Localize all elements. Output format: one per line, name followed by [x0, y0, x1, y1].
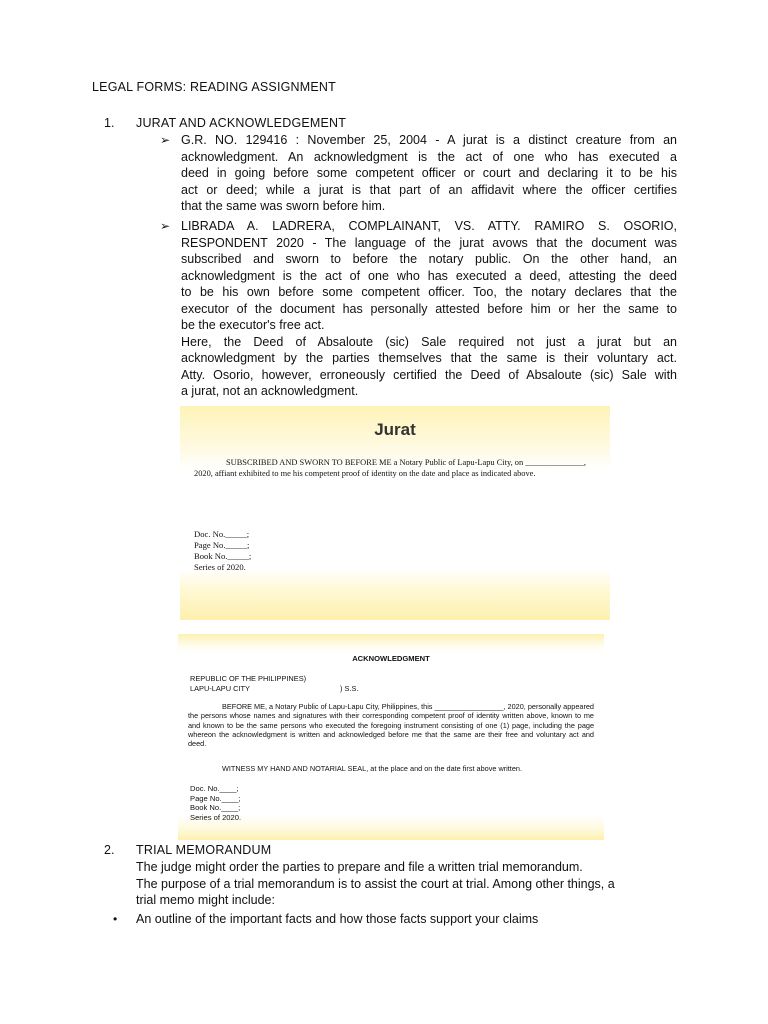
arrow-bullet-icon: ➢ [160, 219, 171, 233]
jurat-doc-block [194, 529, 251, 573]
text-line: The purpose of a trial memorandum is to assist the court at trial. Among other things, a [136, 876, 615, 891]
section-2-title: TRIAL MEMORANDUM [136, 843, 272, 857]
ack-body: BEFORE ME, a Notary Public of Lapu-Lapu City, Philippines, this _________________, 2020, personally appeared the persons whose names and signatures with their corresponding competent proof of identity written above, known to me and known to be the same persons who executed the foregoing instrument consisting of one (1) page, including the page whereon the acknowledgment is written and acknowledged before me that the same are their free and voluntary act and deed. [188, 702, 594, 749]
ack-venue [190, 674, 306, 694]
doc-line: Series of 2020. [190, 812, 242, 822]
ack-republic: REPUBLIC OF THE PHILIPPINES) [190, 674, 307, 683]
bullet-item-2 [181, 218, 677, 400]
ack-witness: WITNESS MY HAND AND NOTARIAL SEAL, at the place and on the date first above written. [222, 764, 522, 773]
trial-memo-bullet-1: An outline of the important facts and how those facts support your claims [136, 912, 539, 926]
ack-heading: ACKNOWLEDGMENT [352, 654, 430, 663]
text-line: Here, the Deed of Absaloute (sic) Sale required not just a jurat but an [181, 334, 677, 349]
doc-line: Series of 2020. [194, 562, 246, 572]
trial-memo-text [136, 859, 680, 909]
text-line: G.R. NO. 129416 : November 25, 2004 - A jurat is a distinct creature from an [181, 133, 677, 147]
doc-line: Doc. No.____; [190, 784, 239, 793]
text-line: that the same was sworn before him. [181, 199, 386, 213]
ack-doc-block [190, 784, 241, 822]
doc-line: Doc. No._____; [194, 529, 250, 539]
text-line: acknowledgment. An acknowledgment is the act of one who has executed a [181, 149, 677, 164]
doc-line: Book No._____; [194, 551, 252, 561]
jurat-form-image [180, 406, 610, 620]
text-line: Atty. Osorio, however, erroneously certified the Deed of Absaloute (sic) Sale with [181, 367, 677, 382]
text-line: act or deed; while a jurat is that part of an affidavit where the officer certifies [181, 182, 677, 197]
text-line: subscribed and sworn to before the notary public. On the other hand, an [181, 252, 677, 266]
dot-bullet-icon: • [113, 912, 118, 926]
text-line: RESPONDENT 2020 - The language of the jurat avows that the document was [181, 235, 677, 250]
jurat-body: SUBSCRIBED AND SWORN TO BEFORE ME a Notary Public of Lapu-Lapu City, on ______________, 2020, affiant exhibited to me his competent proof of identity on the date and place as indicated above. [194, 458, 586, 478]
page-title: LEGAL FORMS: READING ASSIGNMENT [92, 80, 336, 94]
jurat-heading: Jurat [374, 420, 416, 439]
arrow-bullet-icon: ➢ [160, 133, 171, 147]
bullet-item-1 [181, 132, 677, 215]
text-line: LIBRADA A. LADRERA, COMPLAINANT, VS. ATTY. RAMIRO S. OSORIO, [181, 219, 677, 233]
section-1-number: 1. [104, 116, 115, 130]
text-line: a jurat, not an acknowledgment. [181, 384, 359, 398]
text-line: acknowledgment by the parties themselves that the same is their voluntary act. [181, 351, 677, 365]
doc-line: Page No.____; [190, 793, 241, 803]
ack-ss: ) S.S. [340, 684, 359, 693]
doc-line: Page No._____; [194, 540, 250, 550]
doc-line: Book No.____; [190, 803, 241, 813]
text-line: deed in going before some competent officer or court and declaring it to be his [181, 166, 677, 180]
text-line: acknowledgment is the act of one who has executed a deed, attesting the deed [181, 268, 677, 283]
text-line: The judge might order the parties to prepare and file a written trial memorandum. [136, 860, 583, 874]
text-line: trial memo might include: [136, 893, 275, 907]
section-1-title: JURAT AND ACKNOWLEDGEMENT [136, 116, 347, 130]
text-line: be the executor's free act. [181, 318, 325, 332]
acknowledgment-form-image [178, 634, 604, 840]
text-line: to be his own before some competent officer. Too, the notary declares that the [181, 285, 677, 299]
ack-city: LAPU-LAPU CITY [190, 684, 250, 693]
text-line: executor of the document has personally attested before him or her the same to [181, 301, 677, 316]
section-2-number: 2. [104, 843, 115, 857]
